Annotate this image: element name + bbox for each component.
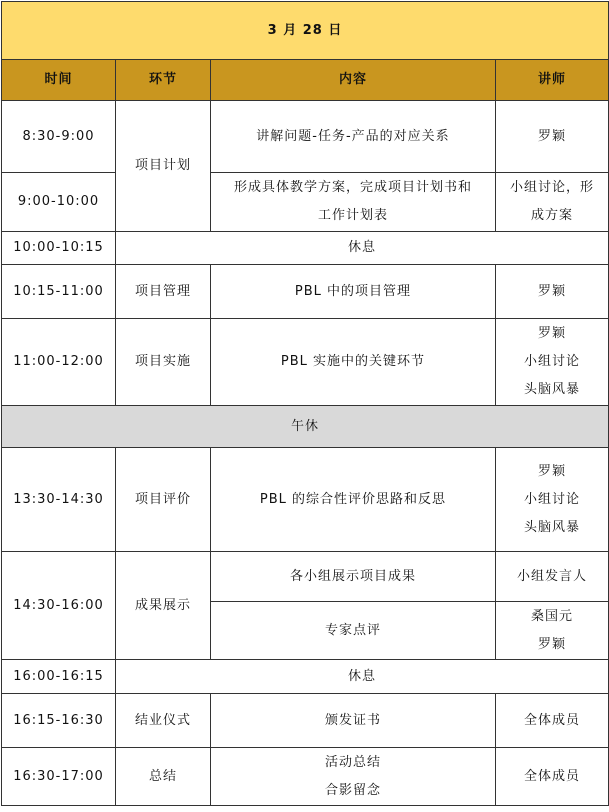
lunch-break-label: 午休 xyxy=(2,406,609,448)
table-row xyxy=(2,694,609,748)
content-cell xyxy=(211,748,496,806)
time-cell: 10:00-10:15 xyxy=(2,232,116,265)
time-cell: 9:00-10:00 xyxy=(2,173,116,232)
content-line: 合影留念 xyxy=(324,782,381,798)
content-line: 形成具体教学方案，完成项目计划书和 xyxy=(233,180,472,195)
section-cell: 项目评价 xyxy=(116,448,211,552)
section-cell: 项目实施 xyxy=(116,319,211,406)
lecturer-line: 头脑风暴 xyxy=(524,519,581,535)
time-cell: 16:00-16:15 xyxy=(2,660,116,694)
schedule-table xyxy=(1,1,609,806)
table-row xyxy=(2,660,609,694)
lecturer-line: 罗颖 xyxy=(538,326,567,341)
content-cell: PBL 的综合性评价思路和反思 xyxy=(211,448,496,552)
section-cell: 结业仪式 xyxy=(116,694,211,748)
lunch-break-row xyxy=(2,406,609,448)
section-cell: 项目计划 xyxy=(116,101,211,232)
header-content: 内容 xyxy=(211,60,496,101)
content-cell: PBL 实施中的关键环节 xyxy=(211,319,496,406)
lecturer-cell xyxy=(496,173,609,232)
lecturer-cell: 全体成员 xyxy=(496,748,609,806)
content-line: 活动总结 xyxy=(324,754,381,770)
lecturer-cell xyxy=(496,602,609,660)
break-label: 休息 xyxy=(116,660,609,694)
content-cell: PBL 中的项目管理 xyxy=(211,265,496,319)
lecturer-line: 头脑风暴 xyxy=(524,382,581,397)
section-cell: 成果展示 xyxy=(116,552,211,660)
break-label: 休息 xyxy=(116,232,609,265)
lecturer-line: 小组讨论，形 xyxy=(510,180,595,195)
table-row xyxy=(2,173,609,232)
time-cell: 11:00-12:00 xyxy=(2,319,116,406)
header-lecturer: 讲师 xyxy=(496,60,609,101)
table-row xyxy=(2,232,609,265)
table-row xyxy=(2,319,609,406)
content-cell: 讲解问题-任务-产品的对应关系 xyxy=(211,101,496,173)
time-cell: 16:15-16:30 xyxy=(2,694,116,748)
content-cell: 颁发证书 xyxy=(211,694,496,748)
lecturer-cell: 罗颖 xyxy=(496,101,609,173)
lecturer-cell: 小组发言人 xyxy=(496,552,609,602)
table-row xyxy=(2,448,609,552)
lecturer-line: 罗颖 xyxy=(538,636,567,652)
section-cell: 总结 xyxy=(116,748,211,806)
table-row xyxy=(2,552,609,602)
lecturer-cell xyxy=(496,448,609,552)
title-row xyxy=(2,2,609,60)
content-line: 工作计划表 xyxy=(317,208,388,223)
lecturer-cell: 全体成员 xyxy=(496,694,609,748)
time-cell: 14:30-16:00 xyxy=(2,552,116,660)
time-cell: 8:30-9:00 xyxy=(2,101,116,173)
header-time: 时间 xyxy=(2,60,116,101)
time-cell: 13:30-14:30 xyxy=(2,448,116,552)
content-cell xyxy=(211,173,496,232)
content-cell: 各小组展示项目成果 xyxy=(211,552,496,602)
time-cell: 10:15-11:00 xyxy=(2,265,116,319)
lecturer-cell xyxy=(496,319,609,406)
time-cell: 16:30-17:00 xyxy=(2,748,116,806)
table-row xyxy=(2,265,609,319)
header-row xyxy=(2,60,609,101)
schedule-title: 3 月 28 日 xyxy=(2,2,609,60)
lecturer-cell: 罗颖 xyxy=(496,265,609,319)
lecturer-line: 桑国元 xyxy=(531,608,574,624)
table-row xyxy=(2,748,609,806)
lecturer-line: 小组讨论 xyxy=(524,354,581,369)
lecturer-line: 小组讨论 xyxy=(524,491,581,507)
header-section: 环节 xyxy=(116,60,211,101)
lecturer-line: 成方案 xyxy=(531,208,574,223)
content-cell: 专家点评 xyxy=(211,602,496,660)
table-row xyxy=(2,101,609,173)
section-cell: 项目管理 xyxy=(116,265,211,319)
lecturer-line: 罗颖 xyxy=(538,463,567,479)
